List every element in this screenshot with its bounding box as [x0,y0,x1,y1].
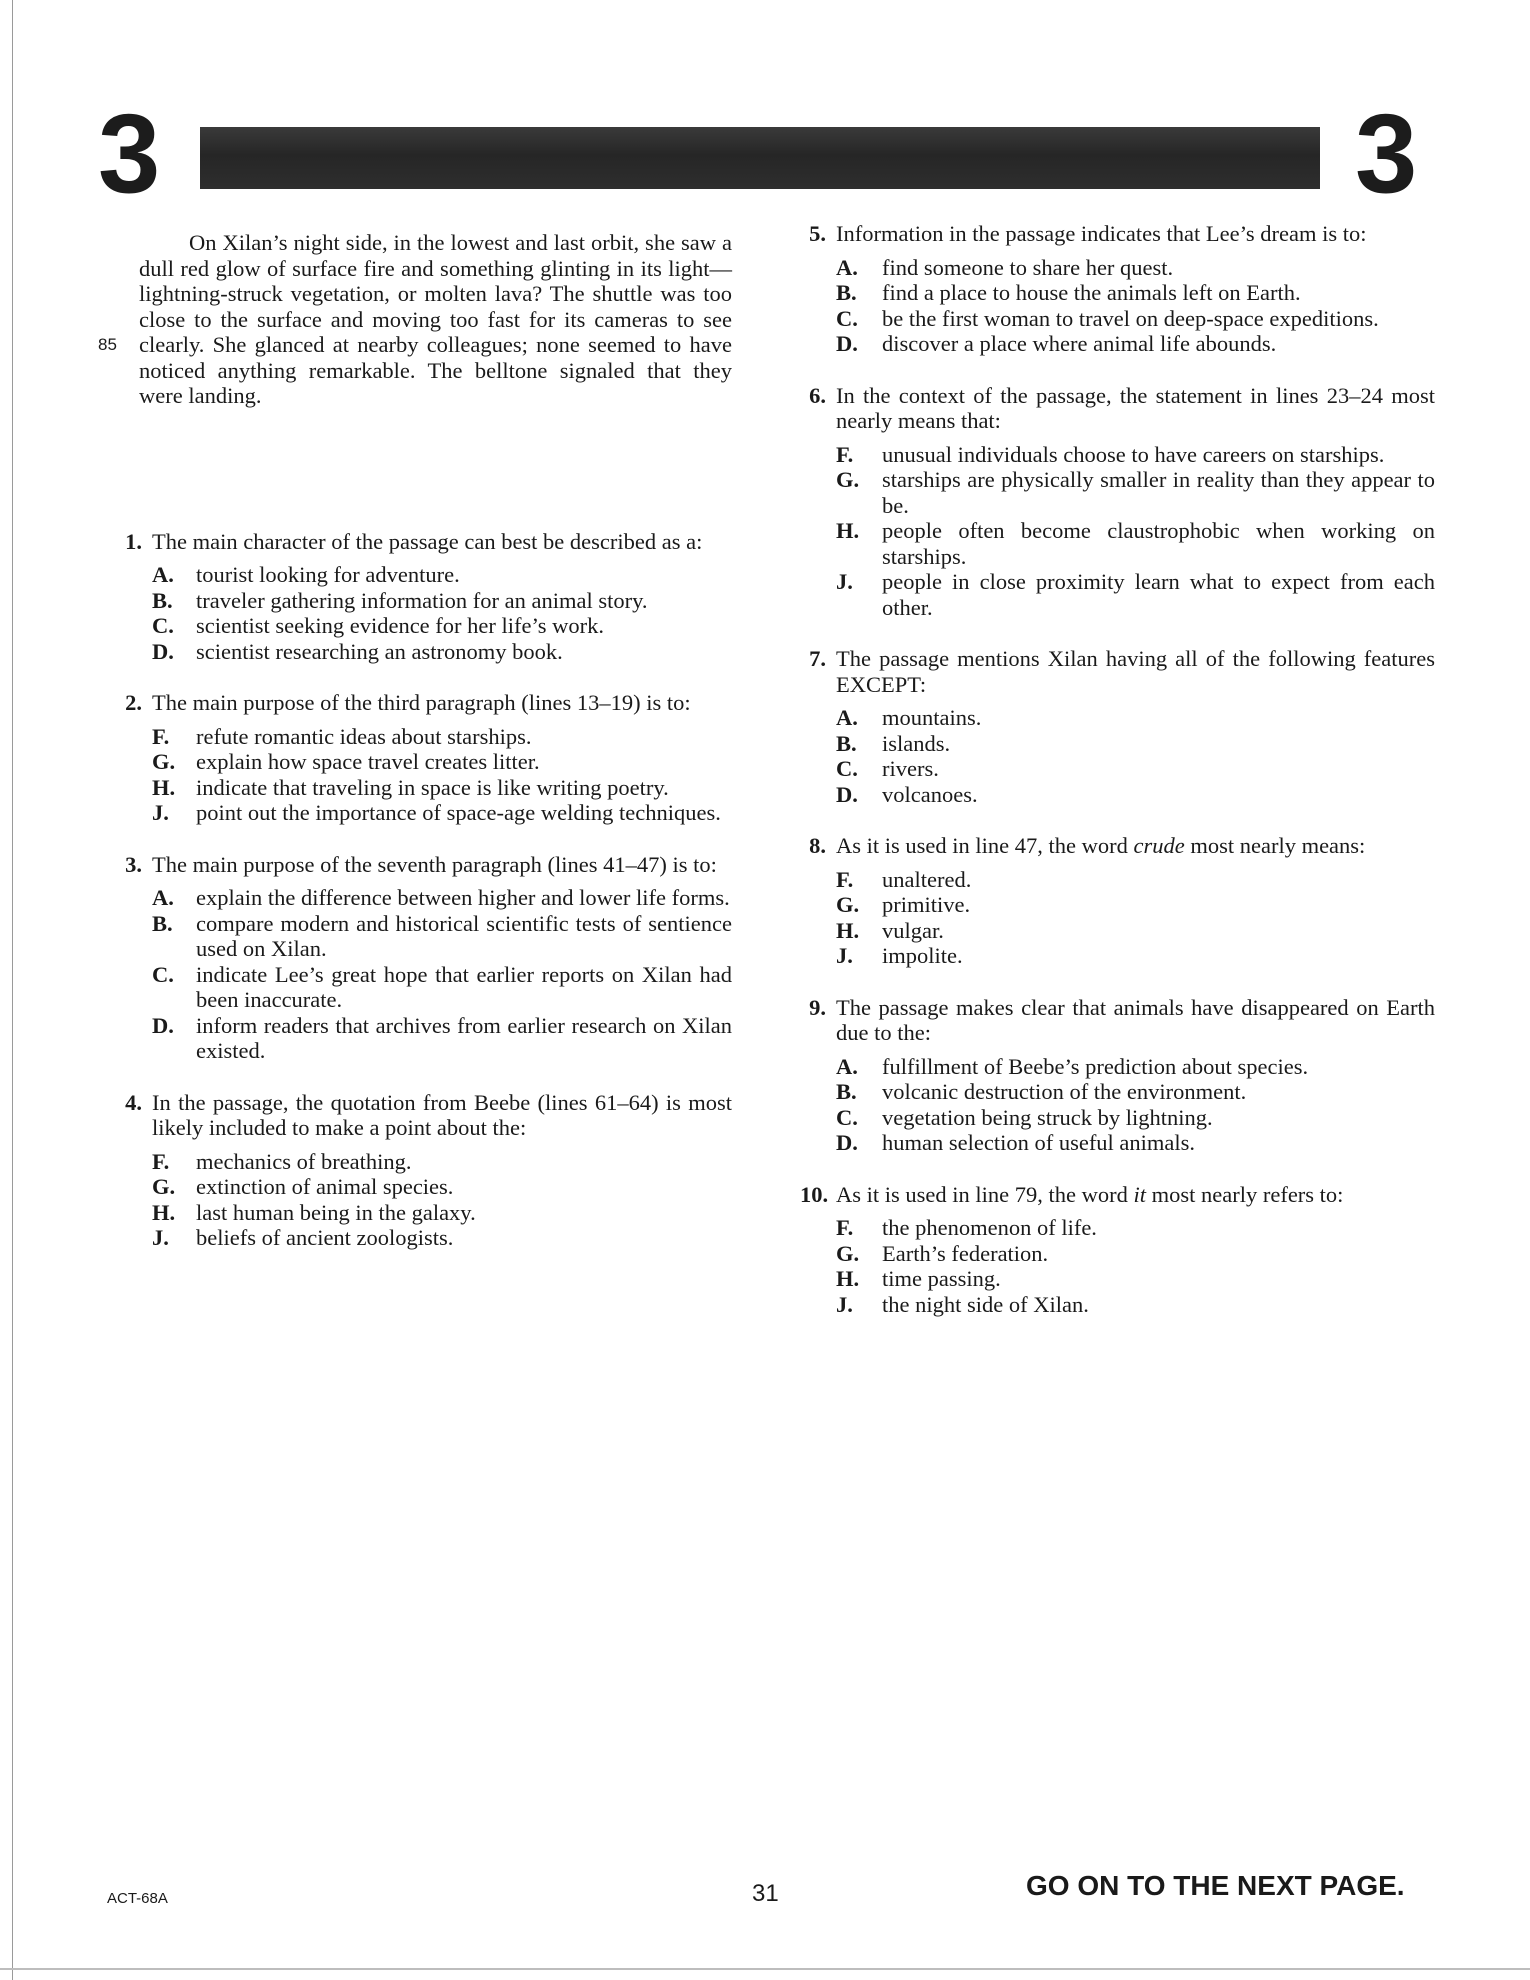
answer-options [102,562,732,664]
question-8 [800,833,1435,969]
option-text: the phenomenon of life. [882,1215,1097,1240]
option-text: explain how space travel creates litter. [196,749,540,774]
option-text: be the first woman to travel on deep-space expeditions. [882,305,1379,331]
option-text: discover a place where animal life abounds. [882,331,1277,356]
answer-options [800,1215,1435,1317]
option-letter: A. [152,885,174,910]
option-letter: H. [836,917,860,943]
option-letter: G. [836,1240,860,1266]
question-3 [102,852,732,1064]
option-text: starships are physically smaller in reality than they appear to be. [882,467,1435,518]
question-stem: Information in the passage indicates that Lee’s dream is to: [836,221,1367,246]
question-stem: In the passage, the quotation from Beebe (lines 61–64) is most likely included to make a point about the: [152,1089,732,1140]
option-letter: C. [152,961,174,987]
option-text: vulgar. [882,917,944,943]
option-letter: G. [152,1174,176,1199]
option-text: volcanoes. [882,781,978,807]
option-letter: F. [836,1215,854,1240]
passage-line-number: 85 [98,335,117,354]
option-letter: B. [152,910,173,936]
option-text: beliefs of ancient zoologists. [196,1225,454,1250]
question-10 [800,1182,1435,1318]
option-text: point out the importance of space-age welding techniques. [196,800,721,825]
option-text: explain the difference between higher and lower life forms. [196,885,730,910]
option-text: time passing. [882,1266,1001,1291]
scan-edge-left [12,0,13,1980]
question-stem: The main purpose of the seventh paragraph (lines 41–47) is to: [152,851,717,877]
answer-option[interactable] [800,518,1435,569]
question-5 [800,221,1435,357]
answer-option[interactable] [102,800,732,826]
option-text: extinction of animal species. [196,1174,454,1199]
answer-option[interactable] [800,1241,1435,1267]
option-letter: B. [836,1079,857,1104]
question-number: 2. [125,690,142,715]
option-letter: B. [836,280,857,305]
option-text: refute romantic ideas about starships. [196,723,532,749]
option-letter: J. [836,569,853,594]
stem-text: As it is used in line 79, the word [836,1181,1134,1207]
question-stem [836,833,1435,859]
answer-option[interactable] [102,1200,732,1226]
option-letter: A. [836,254,858,280]
question-number: 1. [125,528,142,554]
answer-option[interactable] [102,588,732,614]
question-9 [800,995,1435,1156]
right-column [800,221,1435,1343]
answer-option[interactable] [102,1174,732,1200]
passage-excerpt [98,230,732,409]
option-text: volcanic destruction of the environment. [882,1079,1247,1104]
option-text: last human being in the galaxy. [196,1199,476,1225]
answer-option[interactable] [800,280,1435,306]
question-stem: The passage mentions Xilan having all of the following features EXCEPT: [836,646,1435,697]
section-number-left: 3 [98,91,161,216]
answer-options [800,867,1435,969]
question-1 [102,529,732,665]
option-text: rivers. [882,756,939,781]
answer-option[interactable] [800,1054,1435,1080]
option-letter: H. [152,1199,176,1225]
answer-options [800,1054,1435,1156]
option-text: traveler gathering information for an animal story. [196,587,648,613]
answer-option[interactable] [800,1130,1435,1156]
option-letter: C. [836,756,858,781]
answer-option[interactable] [800,331,1435,357]
stem-emphasis: it [1133,1181,1146,1207]
answer-option[interactable] [102,885,732,911]
answer-option[interactable] [800,467,1435,518]
option-text: mechanics of breathing. [196,1148,412,1174]
answer-options [102,724,732,826]
section-header-bar [200,127,1320,189]
stem-text: most nearly refers to: [1146,1181,1344,1207]
option-letter: D. [836,331,858,356]
question-number: 9. [809,994,826,1020]
answer-option[interactable] [102,911,732,962]
answer-options [800,255,1435,357]
option-letter: D. [836,1130,858,1155]
option-letter: B. [152,587,173,613]
answer-option[interactable] [102,613,732,639]
option-letter: A. [836,1053,858,1079]
answer-option[interactable] [800,1215,1435,1241]
answer-option[interactable] [800,442,1435,468]
option-text: people often become claustrophobic when working on starships. [882,518,1435,569]
question-stem [836,1182,1435,1208]
answer-option[interactable] [800,892,1435,918]
option-text: unaltered. [882,866,972,892]
option-text: tourist looking for adventure. [196,562,460,587]
option-letter: C. [836,1104,858,1130]
option-text: inform readers that archives from earlier research on Xilan existed. [196,1012,732,1063]
answer-option[interactable] [800,569,1435,620]
answer-option[interactable] [102,1013,732,1064]
answer-option[interactable] [102,962,732,1013]
option-letter: C. [152,613,174,638]
option-text: scientist researching an astronomy book. [196,638,563,664]
stem-emphasis: crude [1133,833,1185,858]
option-text: people in close proximity learn what to expect from each other. [882,569,1435,620]
question-number: 8. [809,833,826,858]
option-text: Earth’s federation. [882,1240,1049,1266]
option-letter: H. [152,774,176,800]
stem-text: most nearly means: [1184,833,1366,858]
answer-options [102,1149,732,1251]
option-letter: H. [836,518,860,543]
question-2 [102,690,732,826]
question-number: 3. [125,851,142,877]
answer-options [102,885,732,1064]
left-column [98,230,732,1277]
answer-option[interactable] [102,724,732,750]
option-letter: F. [152,1148,170,1174]
question-number: 4. [125,1089,142,1115]
answer-option[interactable] [102,562,732,588]
answer-option[interactable] [800,943,1435,969]
answer-option[interactable] [102,1149,732,1175]
question-number: 6. [809,382,826,408]
question-7 [800,646,1435,807]
answer-option[interactable] [102,1225,732,1251]
option-text: indicate Lee’s great hope that earlier reports on Xilan had been inaccurate. [196,961,732,1012]
option-letter: J. [152,800,169,825]
answer-options [800,705,1435,807]
answer-option[interactable] [102,775,732,801]
option-letter: H. [836,1266,860,1291]
question-4 [102,1090,732,1251]
option-text: indicate that traveling in space is like writing poetry. [196,774,669,800]
form-code: ACT-68A [107,1890,168,1907]
option-text: the night side of Xilan. [882,1291,1089,1317]
option-text: scientist seeking evidence for her life’s work. [196,613,604,638]
option-text: unusual individuals choose to have careers on starships. [882,441,1385,467]
answer-option[interactable] [800,1266,1435,1292]
option-text: mountains. [882,705,982,730]
option-text: compare modern and historical scientific tests of sentience used on Xilan. [196,910,732,961]
question-number: 5. [809,221,826,246]
option-letter: D. [836,781,858,807]
next-page-notice: GO ON TO THE NEXT PAGE. [1026,1870,1405,1901]
passage-text: On Xilan’s night side, in the lowest and last orbit, she saw a dull red glow of surface fire and something glinting in its light—lightning-struck vegetation, or molten lava? The shuttle was too close to the surface and moving too fast for its cameras to see clearly. She glanced at nearby colleagues; none seemed to have noticed anything remarkable. The belltone signaled that they were landing. [139,230,732,408]
option-letter: G. [836,467,860,492]
answer-option[interactable] [800,255,1435,281]
option-text: primitive. [882,892,971,917]
question-number: 7. [809,646,826,671]
option-letter: F. [836,866,854,892]
option-text: fulfillment of Beebe’s prediction about species. [882,1053,1309,1079]
answer-option[interactable] [800,705,1435,731]
answer-option[interactable] [800,731,1435,757]
answer-option[interactable] [800,1292,1435,1318]
option-letter: C. [836,305,858,331]
question-stem: The main character of the passage can best be described as a: [152,528,703,554]
option-text: vegetation being struck by lightning. [882,1104,1213,1130]
option-text: find a place to house the animals left on Earth. [882,280,1301,305]
option-text: islands. [882,730,951,756]
question-stem: The main purpose of the third paragraph (lines 13–19) is to: [152,690,691,715]
option-letter: A. [152,562,174,587]
answer-option[interactable] [800,1079,1435,1105]
option-letter: J. [836,943,853,968]
option-text: find someone to share her quest. [882,254,1174,280]
answer-option[interactable] [800,782,1435,808]
option-letter: G. [836,892,860,917]
answer-option[interactable] [800,306,1435,332]
option-letter: F. [836,441,854,467]
scan-edge-bottom [0,1968,1530,1970]
answer-option[interactable] [800,1105,1435,1131]
option-letter: D. [152,638,174,664]
question-number: 10. [800,1181,829,1207]
stem-text: As it is used in line 47, the word [836,833,1134,858]
option-letter: B. [836,730,857,756]
answer-option[interactable] [800,918,1435,944]
answer-option[interactable] [102,749,732,775]
page-number: 31 [752,1880,779,1907]
question-stem: In the context of the passage, the statement in lines 23–24 most nearly means that: [836,382,1435,433]
option-text: human selection of useful animals. [882,1130,1196,1155]
section-number-right: 3 [1355,91,1418,216]
option-text: impolite. [882,943,963,968]
option-letter: A. [836,705,858,730]
option-letter: G. [152,749,176,774]
answer-option[interactable] [800,756,1435,782]
option-letter: J. [836,1291,853,1317]
answer-options [800,442,1435,621]
question-stem: The passage makes clear that animals have disappeared on Earth due to the: [836,994,1435,1045]
question-6 [800,383,1435,621]
option-letter: D. [152,1012,174,1038]
answer-option[interactable] [102,639,732,665]
answer-option[interactable] [800,867,1435,893]
option-letter: F. [152,723,170,749]
option-letter: J. [152,1225,169,1250]
